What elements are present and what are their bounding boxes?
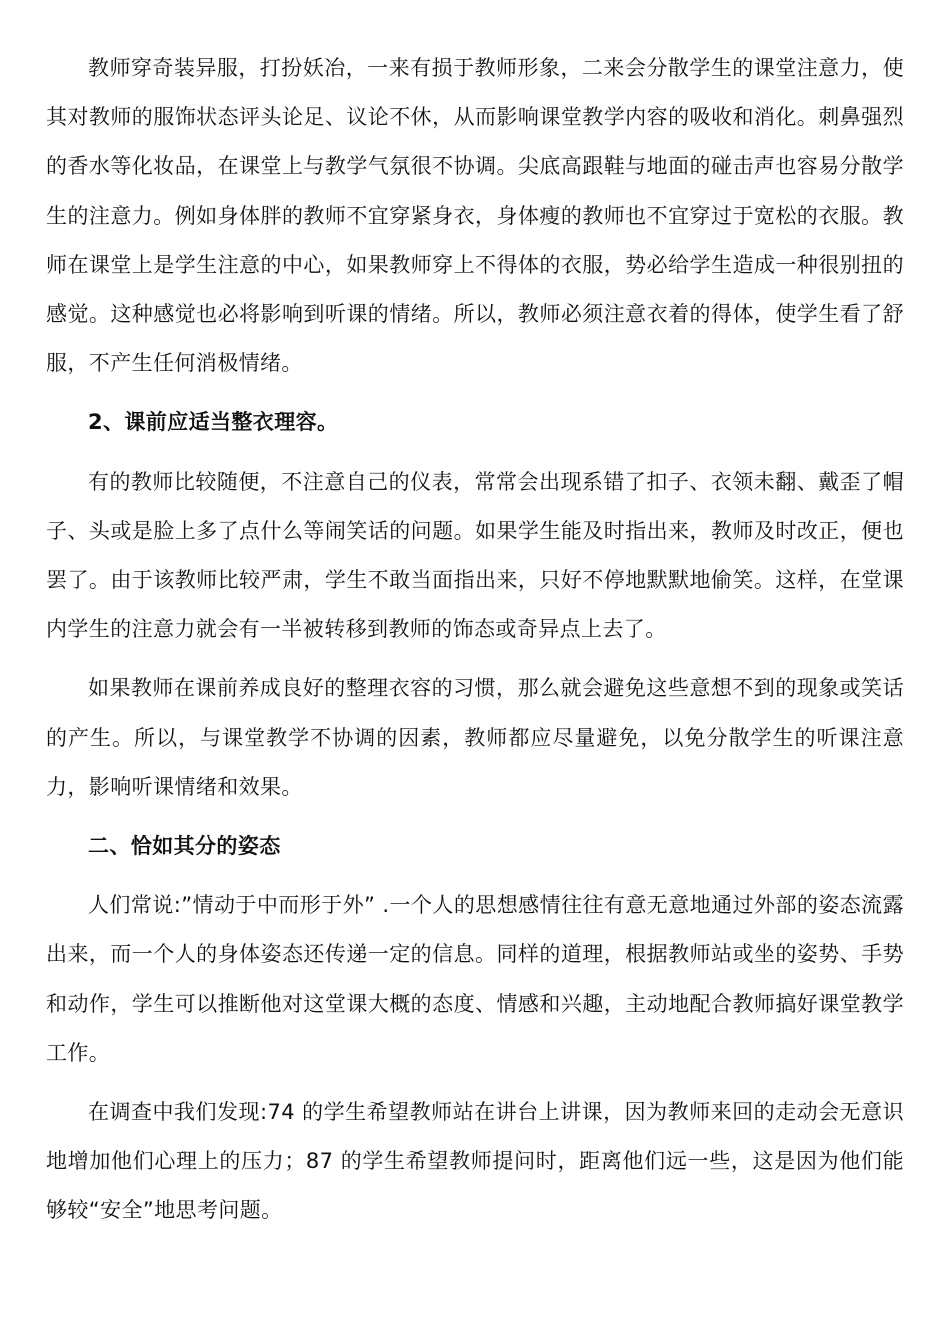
section-heading-grooming: 2、课前应适当整衣理容。 [88,410,339,435]
paragraph-posture: 人们常说:”情动于中而形于外” .一个人的思想感情往往有意无意地通过外部的姿态流露出来，而一个人的身体姿态还传递一定的信息。同样的道理，根据教师站或坐的姿势、手势和动作，学生可以推断他对这堂课大概的态度、情感和兴趣，主动地配合教师搞好课堂教学工作。 [46,893,904,1065]
section-heading-posture: 二、恰如其分的姿态 [88,834,281,859]
paragraph-casual-teachers: 有的教师比较随便，不注意自己的仪表，常常会出现系错了扣子、衣领未翻、戴歪了帽子、头或是脸上多了点什么等闹笑话的问题。如果学生能及时指出来，教师及时改正，便也罢了。由于该教师比较严肃，学生不敢当面指出来，只好不停地默默地偷笑。这样，在堂课内学生的注意力就会有一半被转移到教师的饰态或奇异点上去了。 [46,469,904,642]
paragraph-survey: 在调查中我们发现:74 的学生希望教师站在讲台上讲课，因为教师来回的走动会无意识地增加他们心理上的压力；87 的学生希望教师提问时，距离他们远一些，这是因为他们能够较“安全”地思考问题。 [46,1100,904,1223]
paragraph-good-habits: 如果教师在课前养成良好的整理衣容的习惯，那么就会避免这些意想不到的现象或笑话的产生。所以，与课堂教学不协调的因素，教师都应尽量避免，以免分散学生的听课注意力，影响听课情绪和效果。 [46,676,904,799]
document-page [46,44,904,1246]
paragraph-attire: 教师穿奇装异服，打扮妖冶，一来有损于教师形象，二来会分散学生的课堂注意力，使其对教师的服饰状态评头论足、议论不休，从而影响课堂教学内容的吸收和消化。刺鼻强烈的香水等化妆品，在课堂上与教学气氛很不协调。尖底高跟鞋与地面的碰击声也容易分散学生的注意力。例如身体胖的教师不宜穿紧身衣，身体瘦的教师也不宜穿过于宽松的衣服。教师在课堂上是学生注意的中心，如果教师穿上不得体的衣服，势必给学生造成一种很别扭的感觉。这种感觉也必将影响到听课的情绪。所以，教师必须注意衣着的得体，使学生看了舒服，不产生任何消极情绪。 [46,56,904,376]
